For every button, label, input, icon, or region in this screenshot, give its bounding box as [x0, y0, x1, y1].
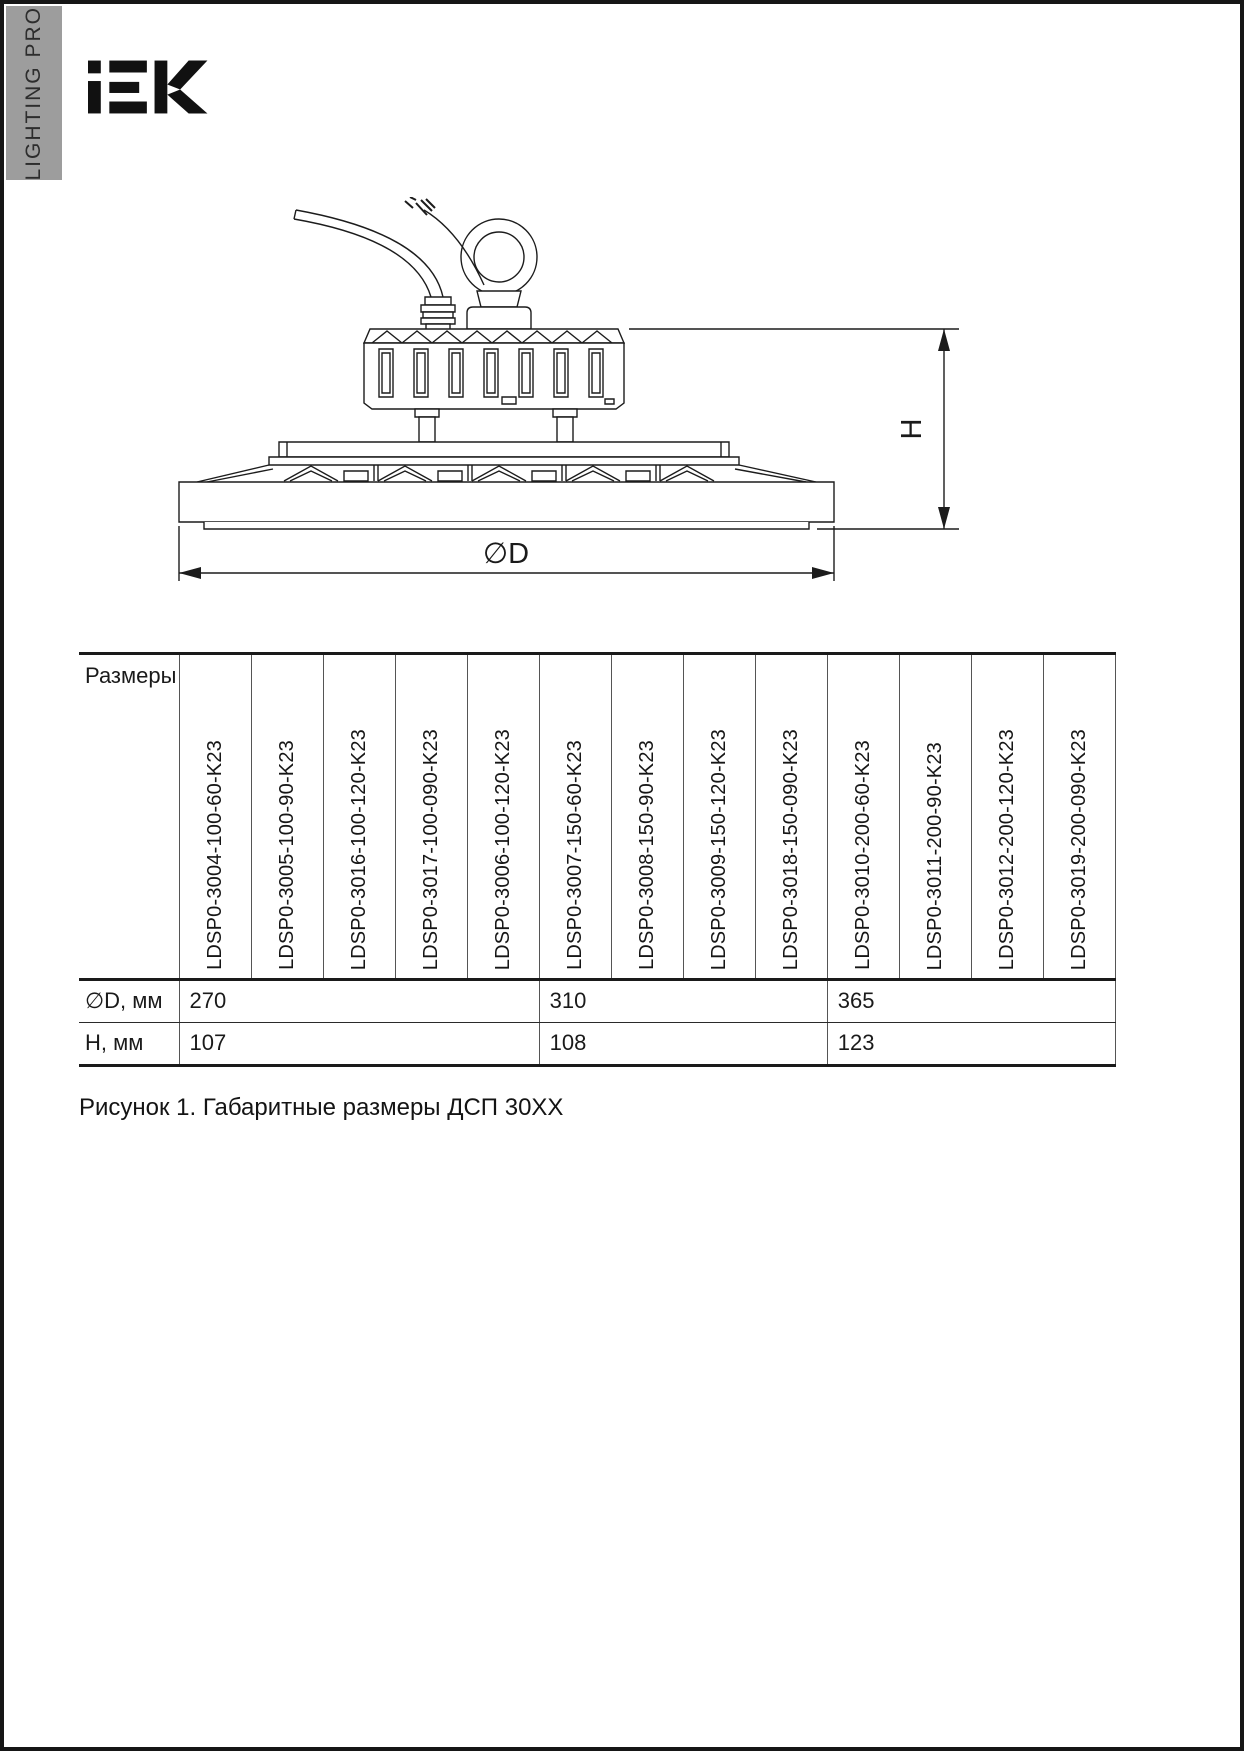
- iek-logo: [88, 56, 210, 118]
- luminaire-body: [179, 482, 834, 529]
- height-value: 123: [827, 1023, 1115, 1066]
- logo-e-bottom: [109, 102, 147, 114]
- column-header: [611, 654, 683, 980]
- row-label: ∅D, мм: [79, 980, 179, 1023]
- lighting-pro-tab: [6, 6, 62, 180]
- logo-k-upper-arm: [167, 61, 207, 90]
- luminaire-technical-drawing: [169, 197, 969, 589]
- logo-i-stem: [88, 81, 101, 113]
- logo-k-stem: [155, 61, 168, 114]
- cable-gland: [421, 297, 455, 332]
- driver-housing: [364, 329, 624, 409]
- diameter-value: 310: [539, 980, 827, 1023]
- column-header: [683, 654, 755, 980]
- column-header: [323, 654, 395, 980]
- article-code: LDSP0-3010-200-60-K23: [852, 740, 875, 970]
- dim-height-label: H: [896, 418, 928, 440]
- column-header: [1043, 654, 1115, 980]
- logo-e-top: [109, 61, 147, 73]
- column-header: [827, 654, 899, 980]
- column-header: [467, 654, 539, 980]
- article-code: LDSP0-3008-150-90-K23: [636, 740, 659, 970]
- column-header: [251, 654, 323, 980]
- table-header-row: [79, 654, 1116, 980]
- article-code: LDSP0-3018-150-090-K23: [780, 728, 803, 970]
- mounting-posts: [415, 409, 577, 442]
- height-value: 108: [539, 1023, 827, 1066]
- height-row: [79, 1023, 1116, 1066]
- article-code: LDSP0-3011-200-90-K23: [924, 741, 947, 970]
- dim-diameter-label: ∅D: [482, 538, 530, 570]
- figure-caption: Рисунок 1. Габаритные размеры ДСП 30ХХ: [79, 1094, 564, 1121]
- diameter-row: [79, 980, 1116, 1023]
- height-value: 107: [179, 1023, 539, 1066]
- table-corner-label: Размеры: [79, 654, 179, 980]
- column-header: [179, 654, 251, 980]
- heatsink-truss: [197, 465, 816, 482]
- row-label: H, мм: [85, 1030, 144, 1055]
- article-code: LDSP0-3017-100-090-K23: [420, 728, 443, 970]
- article-code: LDSP0-3006-100-120-K23: [492, 728, 515, 970]
- diameter-dimension: [179, 526, 834, 581]
- logo-e-mid: [109, 82, 139, 93]
- diameter-value: 270: [179, 980, 539, 1023]
- logo-i-dot: [88, 61, 101, 74]
- article-code: LDSP0-3005-100-90-K23: [276, 740, 299, 970]
- column-header: [539, 654, 611, 980]
- article-code: LDSP0-3007-150-60-K23: [564, 740, 587, 970]
- connector-icon: [405, 197, 435, 215]
- mounting-plate: [269, 442, 739, 465]
- dimensions-table: [79, 652, 1116, 1067]
- column-header: [755, 654, 827, 980]
- column-header: [971, 654, 1043, 980]
- article-code: LDSP0-3009-150-120-K23: [708, 728, 731, 970]
- logo-k-lower-arm: [167, 90, 207, 114]
- article-code: LDSP0-3012-200-120-K23: [996, 728, 1019, 970]
- article-code: LDSP0-3004-100-60-K23: [204, 740, 227, 970]
- lighting-pro-label: LIGHTING PRO: [22, 5, 45, 181]
- column-header: [395, 654, 467, 980]
- eye-bolt-ring: [461, 219, 537, 329]
- article-code: LDSP0-3019-200-090-K23: [1068, 728, 1091, 970]
- diameter-value: 365: [827, 980, 1115, 1023]
- column-header: [899, 654, 971, 980]
- power-cable: [294, 210, 443, 297]
- article-code: LDSP0-3016-100-120-K23: [348, 728, 371, 970]
